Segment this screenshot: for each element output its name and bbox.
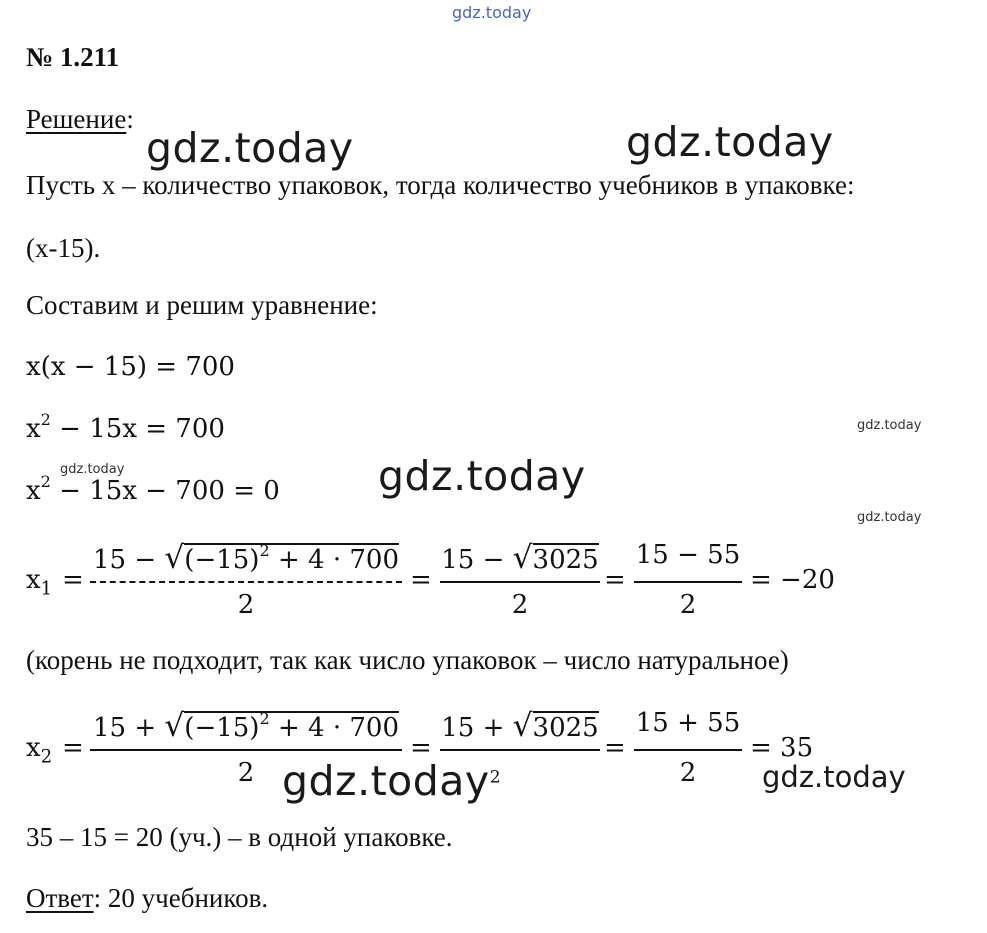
- eq3-exponent: 2: [40, 471, 51, 491]
- x1-f3-denominator: 2: [679, 590, 697, 620]
- x1-f1-num-a: 15 −: [93, 545, 165, 575]
- x1-f3-bar: [634, 581, 742, 583]
- x2-f2-bar: [440, 749, 600, 751]
- x2-result: = 35: [750, 733, 814, 763]
- solution-label: Решение: [26, 104, 127, 134]
- x2-f2-den-with-watermark: [282, 757, 501, 805]
- watermark-small: gdz.today: [857, 510, 922, 525]
- x2-equals: =: [62, 733, 84, 763]
- equation-2: [26, 409, 225, 444]
- x1-equals-2: =: [410, 565, 432, 595]
- solution-colon: :: [126, 104, 134, 134]
- sqrt-icon: √: [512, 708, 533, 744]
- intro-line: Пусть x – количество упаковок, тогда количество учебников в упаковке:: [26, 170, 855, 200]
- watermark-small: gdz.today: [857, 418, 922, 433]
- answer-value: : 20 учебников.: [93, 883, 269, 913]
- x2-var: x: [26, 733, 41, 763]
- x2-f1-denominator: 2: [237, 758, 255, 788]
- x1-f2-denominator: 2: [511, 590, 529, 620]
- expression-line: (x-15).: [26, 233, 101, 263]
- x2-f1-bar: [90, 749, 402, 751]
- computation-line: 35 – 15 = 20 (уч.) – в одной упаковке.: [26, 822, 453, 852]
- eq2-rest: − 15x = 700: [50, 414, 225, 444]
- x2-fraction-3: [634, 708, 742, 798]
- x2-f3-denominator: 2: [679, 758, 697, 788]
- x1-var: x: [26, 565, 41, 595]
- x2-f2-num-a: 15 +: [441, 713, 513, 743]
- eq3-var: x: [26, 476, 41, 506]
- watermark-small: gdz.today: [60, 462, 125, 477]
- watermark-top: gdz.today: [452, 3, 532, 22]
- x1-fraction-3: [634, 540, 742, 630]
- x1-f1-root-base: (−15): [184, 545, 260, 575]
- x1-f3-numerator: 15 − 55: [635, 540, 741, 570]
- x1-f2-numerator: [440, 540, 600, 576]
- sqrt-icon: √: [512, 540, 533, 576]
- x1-f2-num-a: 15 −: [441, 545, 513, 575]
- compose-line: Составим и решим уравнение:: [26, 290, 378, 320]
- x2-f2-numerator: [440, 708, 600, 744]
- x2-f3-numerator: 15 + 55: [635, 708, 741, 738]
- x1-subscript: 1: [40, 578, 53, 600]
- x1-fraction-1: [90, 540, 402, 630]
- watermark-large: gdz.today: [282, 757, 490, 805]
- x1-fraction-2: [440, 540, 600, 630]
- sqrt-icon: √: [164, 540, 185, 576]
- equation-1: x(x − 15) = 700: [26, 352, 235, 382]
- x1-f1-root-exp: 2: [259, 540, 270, 560]
- x1-f1-radicand: [184, 540, 399, 575]
- eq2-exponent: 2: [40, 409, 51, 429]
- x2-equals-3: =: [604, 733, 626, 763]
- answer-line: [26, 883, 268, 914]
- x2-label: [26, 733, 53, 768]
- x1-f2-radicand: 3025: [532, 545, 599, 575]
- x1-f1-denominator: 2: [237, 590, 255, 620]
- note-line: (корень не подходит, так как число упаковок – число натуральное): [26, 645, 789, 675]
- x1-f1-numerator: [90, 540, 402, 576]
- x2-f1-numerator: [90, 708, 402, 744]
- watermark-medium: gdz.today: [762, 760, 906, 794]
- x2-f1-root-rest: + 4 · 700: [269, 713, 399, 743]
- equation-3: [26, 471, 280, 506]
- x1-f1-root-rest: + 4 · 700: [269, 545, 399, 575]
- sqrt-icon: √: [164, 708, 185, 744]
- answer-label: Ответ: [26, 883, 94, 913]
- eq3-rest: − 15x − 700 = 0: [50, 476, 280, 506]
- x2-f3-bar: [634, 749, 742, 751]
- x1-equals-3: =: [604, 565, 626, 595]
- x1-equals: =: [62, 565, 84, 595]
- watermark-large: gdz.today: [626, 118, 834, 166]
- x2-f1-root-exp: 2: [259, 708, 270, 728]
- x1-result: = −20: [750, 565, 835, 595]
- x1-f2-bar: [440, 581, 600, 583]
- x1-f1-bar: [90, 581, 402, 583]
- watermark-large: gdz.today: [378, 452, 586, 500]
- solution-heading: [26, 104, 134, 135]
- eq2-var: x: [26, 414, 41, 444]
- problem-number: № 1.211: [26, 42, 120, 72]
- x1-label: [26, 565, 53, 600]
- x2-f2-denominator: 2: [489, 767, 501, 788]
- x2-subscript: 2: [40, 746, 53, 768]
- x2-f2-radicand: 3025: [532, 713, 599, 743]
- watermark-large: gdz.today: [146, 124, 354, 172]
- x2-f1-radicand: [184, 708, 399, 743]
- x2-f1-num-a: 15 +: [93, 713, 165, 743]
- x2-f1-root-base: (−15): [184, 713, 260, 743]
- x2-equals-2: =: [410, 733, 432, 763]
